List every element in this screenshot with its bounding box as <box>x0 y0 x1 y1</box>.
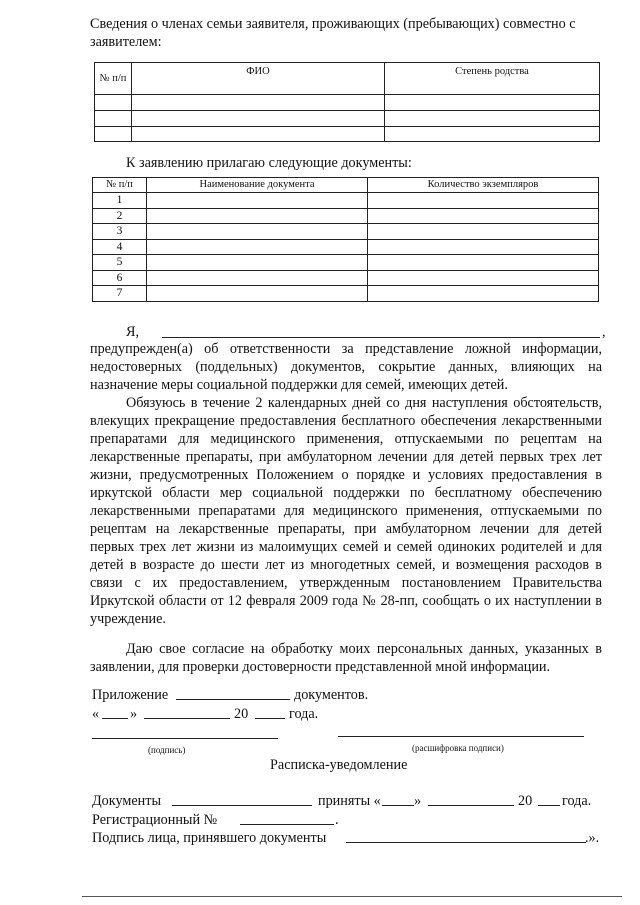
receipt-day-line[interactable] <box>382 805 414 806</box>
table-row <box>93 224 599 240</box>
ya-label: Я, <box>126 324 140 340</box>
table-row <box>93 255 599 271</box>
date-month-line[interactable] <box>144 718 230 719</box>
receipt-sig-label: Подпись лица, принявшего документы <box>92 830 327 846</box>
signature-line[interactable] <box>92 738 278 739</box>
receipt-reg-end: . <box>335 812 339 828</box>
receipt-sig-line[interactable] <box>346 842 586 843</box>
receipt-sig-end: .». <box>585 830 600 846</box>
table-row <box>93 270 599 286</box>
table-row <box>93 193 599 209</box>
receipt-reg-label: Регистрационный № <box>92 812 218 828</box>
signature-decode-caption: (расшифровка подписи) <box>412 743 504 753</box>
family-table <box>94 62 600 142</box>
documents-intro: К заявлению прилагаю следующие документы: <box>126 155 412 171</box>
receipt-close-quote: » <box>414 793 422 809</box>
family-intro-text: Сведения о членах семьи заявителя, проживающих (пребывающих) совместно с заявителем: <box>90 16 576 50</box>
date-year-line[interactable] <box>255 718 285 719</box>
family-header-relation: Степень родства <box>385 63 600 95</box>
attachment-suffix: документов. <box>294 687 369 703</box>
family-intro-line1 <box>90 15 602 51</box>
table-row <box>95 95 600 111</box>
warning-text: предупрежден(а) об ответственности за представление ложной информации, недостоверных (поддельных) документов, сокрытие данных, влияющих на назначение меры социальной поддержки для семей, имеющих детей. <box>90 341 602 393</box>
attachment-prefix: Приложение <box>92 687 169 703</box>
page-bottom-edge <box>82 896 622 897</box>
row-number: 3 <box>93 224 147 240</box>
table-row <box>95 111 600 127</box>
receipt-accepted: приняты « <box>318 793 381 809</box>
receipt-year-line[interactable] <box>538 805 560 806</box>
receipt-docs-label: Документы <box>92 793 161 809</box>
signature-caption: (подпись) <box>148 745 186 755</box>
attachment-count-line[interactable] <box>176 699 290 700</box>
date-close-quote: » <box>130 706 138 722</box>
table-row <box>93 208 599 224</box>
table-row <box>95 127 600 142</box>
date-day-line[interactable] <box>102 718 128 719</box>
row-number: 2 <box>93 208 147 224</box>
docs-header-num: № п/п <box>93 178 147 193</box>
row-number: 6 <box>93 270 147 286</box>
ya-comma: , <box>602 324 606 340</box>
signature-decode-line[interactable] <box>338 736 584 737</box>
row-number: 1 <box>93 193 147 209</box>
receipt-docs-line[interactable] <box>172 805 312 806</box>
docs-header-name: Наименование документа <box>147 178 368 193</box>
row-number: 4 <box>93 239 147 255</box>
receipt-year-suffix: года. <box>562 793 592 809</box>
family-header-num: № п/п <box>95 63 132 95</box>
receipt-year-prefix: 20 <box>518 793 533 809</box>
table-row <box>93 286 599 302</box>
table-row <box>93 239 599 255</box>
family-header-fio: ФИО <box>132 63 385 95</box>
documents-table <box>92 177 599 302</box>
consent-text: Даю свое согласие на обработку моих персональных данных, указанных в заявлении, для проверки достоверности представленной мной информации. <box>90 641 602 675</box>
date-year-prefix: 20 <box>234 706 249 722</box>
row-number: 7 <box>93 286 147 302</box>
receipt-reg-line[interactable] <box>240 824 334 825</box>
receipt-title: Расписка-уведомление <box>270 757 408 773</box>
date-open-quote: « <box>92 706 100 722</box>
docs-header-count: Количество экземпляров <box>368 178 599 193</box>
obligation-text: Обязуюсь в течение 2 календарных дней со дня наступления обстоятельств, влекущих прекращение предоставления бесплатного обеспечения лекарственными препаратами для медицинского применения, отпускаемыми по рецептам на лекарственные препараты, при амбулаторном лечении для детей первых трех лет жизни, предусмотренных Положением о порядке и условиях предоставления в иркутской области мер социальной поддержки по бесплатному обеспечению лекарственными препаратами для медицинского применения, отпускаемыми по рецептам на лекарственные препараты, при амбулаторном лечении для детей первых трех лет жизни из малоимущих семей и семей одиноких родителей и для детей в возрасте до шести лет из многодетных семей, и возмещения расходов в связи с их предоставлением, утвержденным постановлением Правительства Иркутской области от 12 февраля 2009 года № 28-пп, сообщать о их наступлении в учреждение. <box>90 395 602 627</box>
name-underline[interactable] <box>162 337 600 338</box>
date-year-suffix: года. <box>289 706 319 722</box>
row-number: 5 <box>93 255 147 271</box>
receipt-month-line[interactable] <box>428 805 514 806</box>
